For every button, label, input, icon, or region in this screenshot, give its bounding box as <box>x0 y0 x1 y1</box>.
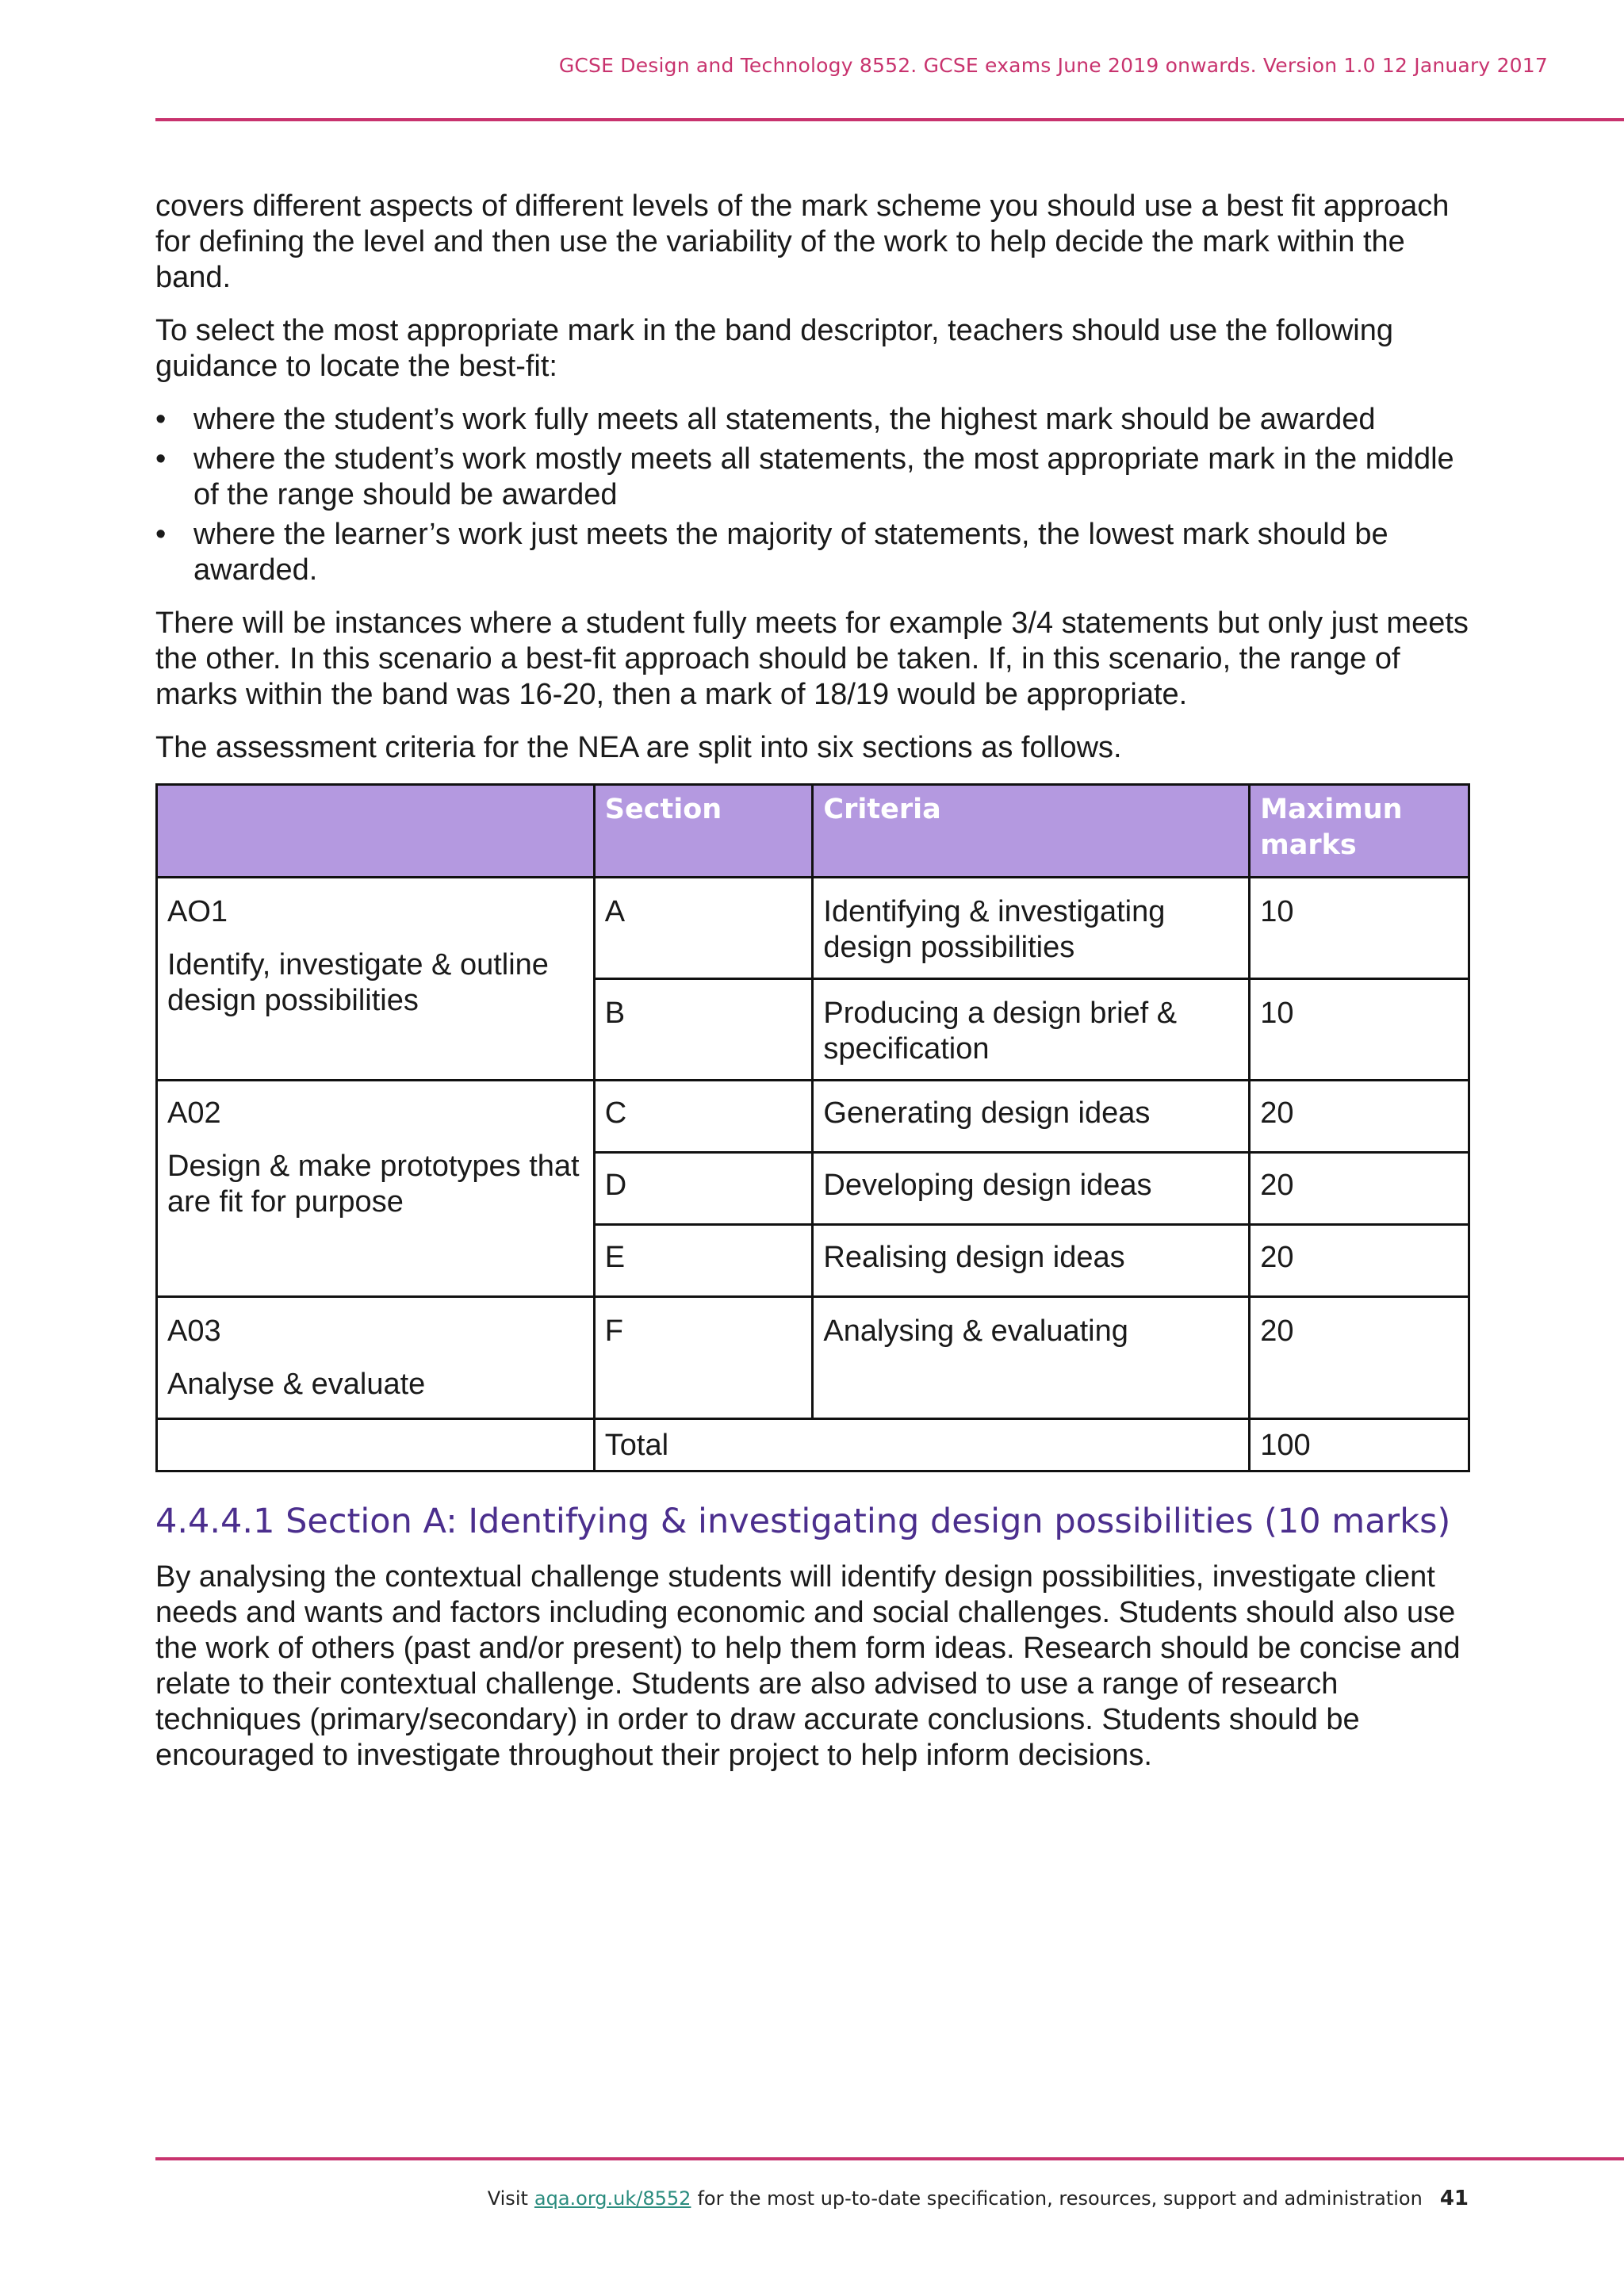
total-label: Total <box>594 1419 1249 1471</box>
total-value: 100 <box>1250 1419 1469 1471</box>
list-item: • where the learner’s work just meets the majority of statements, the lowest mark should be awarded. <box>155 517 1472 588</box>
header-section: Section <box>594 785 813 878</box>
section-cell: F <box>594 1297 813 1419</box>
list-item: • where the student’s work mostly meets all statements, the most appropriate mark in the middle of the range should be awarded <box>155 442 1472 513</box>
section-cell: B <box>594 979 813 1081</box>
total-blank-cell <box>157 1419 595 1471</box>
guidance-list <box>155 402 1472 588</box>
criteria-cell: Developing design ideas <box>813 1153 1250 1225</box>
paragraph-guidance: To select the most appropriate mark in the band descriptor, teachers should use the following guidance to locate the best-fit: <box>155 314 1393 383</box>
marks-cell: 10 <box>1250 979 1469 1081</box>
ao-cell <box>157 1297 595 1419</box>
footer-visit-text: Visit <box>487 2187 528 2210</box>
criteria-cell: Identifying & investigating design possibilities <box>813 878 1250 979</box>
section-a-heading: 4.4.4.1 Section A: Identifying & investigating design possibilities (10 marks) <box>155 1502 1451 1541</box>
running-header: GCSE Design and Technology 8552. GCSE exams June 2019 onwards. Version 1.0 12 January 2017 <box>558 54 1548 77</box>
marks-cell: 20 <box>1250 1225 1469 1297</box>
paragraph-criteria-intro: The assessment criteria for the NEA are split into six sections as follows. <box>155 731 1122 764</box>
section-cell: E <box>594 1225 813 1297</box>
ao-description: Identify, investigate & outline design possibilities <box>167 948 549 1017</box>
ao-cell <box>157 878 595 1081</box>
footer-description: for the most up-to-date specification, resources, support and administration <box>697 2187 1423 2210</box>
table-header-row <box>157 785 1469 878</box>
page-footer <box>488 2187 1469 2210</box>
marks-cell: 20 <box>1250 1081 1469 1153</box>
ao-cell <box>157 1081 595 1297</box>
ao-code: AO1 <box>167 895 228 928</box>
ao-code: A02 <box>167 1096 221 1130</box>
table-row <box>157 1081 1469 1153</box>
criteria-cell: Producing a design brief & specification <box>813 979 1250 1081</box>
page-content <box>155 189 1472 1791</box>
criteria-cell: Generating design ideas <box>813 1081 1250 1153</box>
assessment-criteria-table <box>155 783 1470 1472</box>
section-cell: D <box>594 1153 813 1225</box>
table-row <box>157 878 1469 979</box>
section-a-text: By analysing the contextual challenge students will identify design possibilities, investigate client needs and wants and factors including economic and social challenges. Students should also use the work of others (past and/or present) to help them form ideas. Research should be concise and relate to their contextual challenge. Students are also advised to use a range of research techniques (primary/secondary) in order to draw accurate conclusions. Students should be encouraged to investigate throughout their project to help inform decisions. <box>155 1560 1461 1772</box>
marks-cell: 20 <box>1250 1297 1469 1419</box>
ao-description: Design & make prototypes that are fit for purpose <box>167 1150 580 1219</box>
section-cell: A <box>594 878 813 979</box>
marks-cell: 20 <box>1250 1153 1469 1225</box>
ao-description: Analyse & evaluate <box>167 1368 426 1401</box>
marks-cell: 10 <box>1250 878 1469 979</box>
header-blank <box>157 785 595 878</box>
header-criteria: Criteria <box>813 785 1250 878</box>
criteria-cell: Realising design ideas <box>813 1225 1250 1297</box>
paragraph-instances: There will be instances where a student fully meets for example 3/4 statements but only just meets the other. In this scenario a best-fit approach should be taken. If, in this scenario, the range of marks within the band was 16-20, then a mark of 18/19 would be appropriate. <box>155 607 1469 711</box>
footer-link[interactable]: aqa.org.uk/8552 <box>534 2187 691 2210</box>
list-item: • where the student’s work fully meets all statements, the highest mark should be awarded <box>155 402 1472 438</box>
footer-divider <box>155 2157 1624 2160</box>
table-row <box>157 1297 1469 1419</box>
table-total-row <box>157 1419 1469 1471</box>
page-number: 41 <box>1439 2187 1469 2210</box>
paragraph-best-fit: covers different aspects of different levels of the mark scheme you should use a best fit approach for defining the level and then use the variability of the work to help decide the mark within the band. <box>155 189 1450 294</box>
header-max-marks: Maximun marks <box>1250 785 1469 878</box>
ao-code: A03 <box>167 1314 221 1348</box>
header-divider <box>155 118 1624 121</box>
section-cell: C <box>594 1081 813 1153</box>
criteria-cell: Analysing & evaluating <box>813 1297 1250 1419</box>
